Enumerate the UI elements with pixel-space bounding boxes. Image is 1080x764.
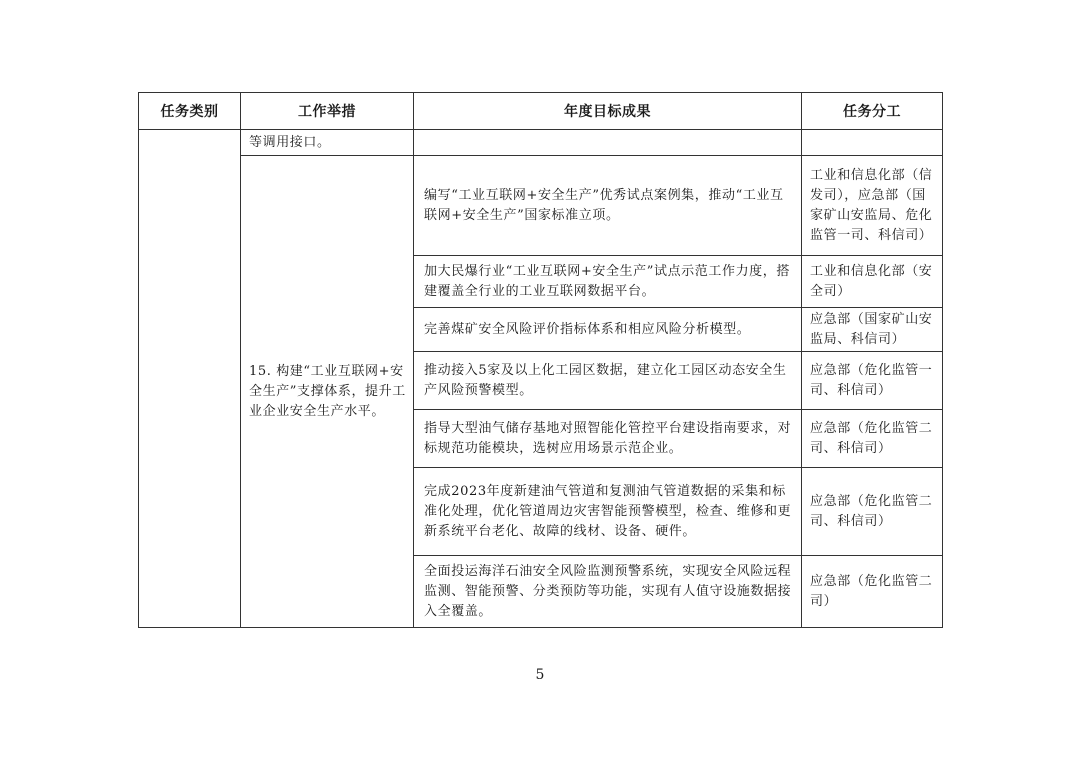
header-task-division: 任务分工 bbox=[802, 93, 943, 130]
target-text: 编写“工业互联网+安全生产”优秀试点案例集，推动“工业互联网+安全生产”国家标准立项。 bbox=[424, 187, 784, 223]
header-annual-target: 年度目标成果 bbox=[414, 93, 802, 130]
task-table bbox=[138, 92, 943, 628]
division-text: 工业和信息化部（信发司），应急部（国家矿山安监局、危化监管一司、科信司） bbox=[810, 167, 933, 243]
table-row bbox=[139, 130, 943, 156]
division-text: 工业和信息化部（安全司） bbox=[810, 263, 933, 299]
target-text: 全面投运海洋石油安全风险监测预警系统，实现安全风险远程监测、智能预警、分类预防等功能，实现有人值守设施数据接入全覆盖。 bbox=[424, 563, 792, 619]
header-work-measures: 工作举措 bbox=[241, 93, 414, 130]
division-cell bbox=[802, 256, 943, 308]
page-number: 5 bbox=[535, 667, 545, 683]
division-cell bbox=[802, 410, 943, 468]
division-cell bbox=[802, 468, 943, 556]
division-text: 应急部（危化监管一司、科信司） bbox=[810, 362, 933, 398]
target-cell bbox=[414, 156, 802, 256]
target-text: 加大民爆行业“工业互联网+安全生产”试点示范工作力度，搭建覆盖全行业的工业互联网数据平台。 bbox=[424, 263, 790, 299]
target-text: 完成2023年度新建油气管道和复测油气管道数据的采集和标准化处理，优化管道周边灾害智能预警模型，检查、维修和更新系统平台老化、故障的线材、设备、硬件。 bbox=[424, 483, 792, 539]
table-row bbox=[139, 156, 943, 256]
measure-15-text: 15. 构建“工业互联网+安全生产”支撑体系，提升工业企业安全生产水平。 bbox=[249, 363, 406, 419]
division-cell bbox=[802, 308, 943, 352]
division-text: 应急部（危化监管二司、科信司） bbox=[810, 493, 933, 529]
measure-continued-text: 等调用接口。 bbox=[249, 134, 331, 150]
target-cell bbox=[414, 556, 802, 628]
target-cell bbox=[414, 468, 802, 556]
target-empty-cell bbox=[414, 130, 802, 156]
target-cell bbox=[414, 256, 802, 308]
target-text: 完善煤矿安全风险评价指标体系和相应风险分析模型。 bbox=[424, 321, 751, 337]
header-task-category: 任务类别 bbox=[139, 93, 241, 130]
division-text: 应急部（危化监管二司） bbox=[810, 573, 933, 609]
division-text: 应急部（国家矿山安监局、科信司） bbox=[810, 311, 933, 347]
division-cell bbox=[802, 556, 943, 628]
target-cell bbox=[414, 410, 802, 468]
division-cell bbox=[802, 352, 943, 410]
task-category-cell bbox=[139, 130, 241, 628]
target-text: 指导大型油气储存基地对照智能化管控平台建设指南要求，对标规范功能模块，选树应用场景示范企业。 bbox=[424, 420, 792, 456]
measure-continued-cell bbox=[241, 130, 414, 156]
table-header-row bbox=[139, 93, 943, 130]
target-cell bbox=[414, 352, 802, 410]
measure-15-cell bbox=[241, 156, 414, 628]
division-cell bbox=[802, 156, 943, 256]
division-empty-cell bbox=[802, 130, 943, 156]
division-text: 应急部（危化监管二司、科信司） bbox=[810, 420, 933, 456]
target-cell bbox=[414, 308, 802, 352]
target-text: 推动接入5家及以上化工园区数据，建立化工园区动态安全生产风险预警模型。 bbox=[424, 362, 787, 398]
